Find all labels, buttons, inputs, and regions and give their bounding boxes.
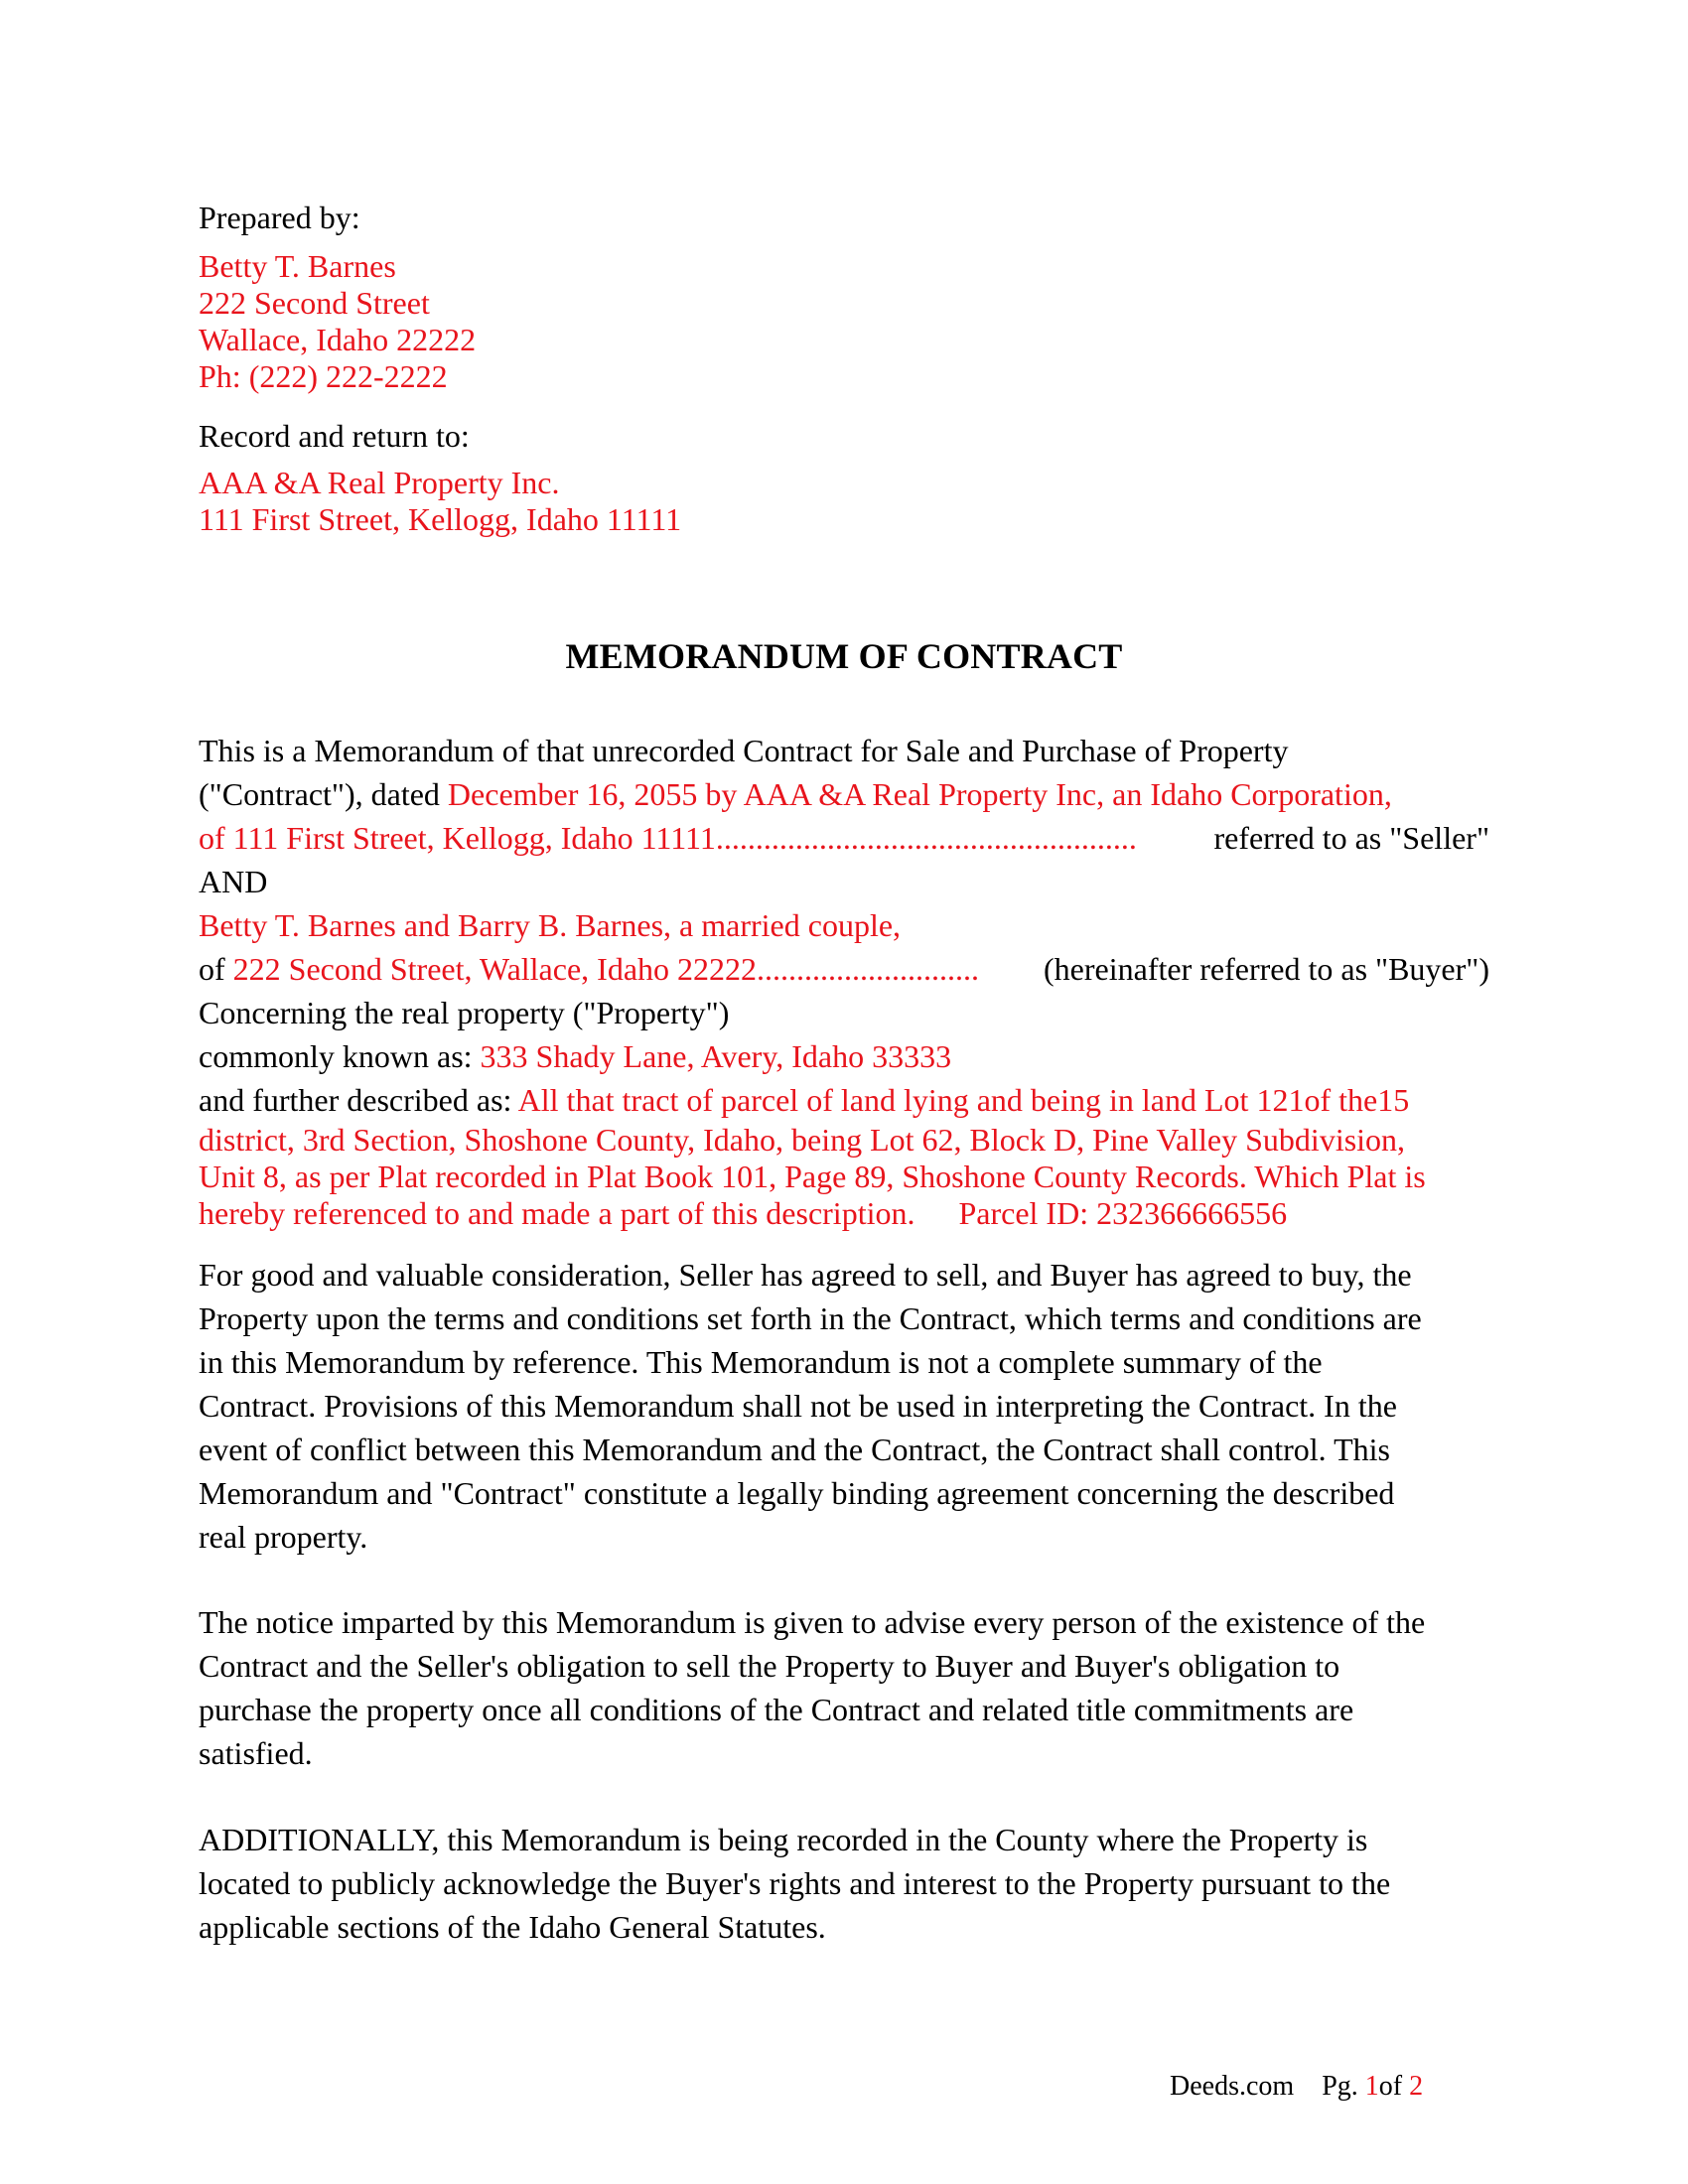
paragraph-line: applicable sections of the Idaho General Statutes. [199,1909,826,1945]
property-address: 333 Shady Lane, Avery, Idaho 33333 [480,1038,952,1074]
paragraph-line: located to publicly acknowledge the Buyer's rights and interest to the Property pursuant to the [199,1865,1391,1901]
intro-line-2 [199,772,1489,816]
footer-site: Deeds.com [1170,2071,1295,2102]
preparer-street: 222 Second Street [199,285,430,321]
footer-page-current: 1 [1364,2071,1379,2102]
property-intro: Concerning the real property ("Property") [199,995,730,1030]
seller-line [199,816,1489,860]
footer-page-of: of [1378,2071,1403,2102]
parcel-id: Parcel ID: 232366666556 [958,1195,1288,1231]
preparer-address-block [199,248,1489,395]
paragraph-line: ADDITIONALLY, this Memorandum is being recorded in the County where the Property is [199,1822,1368,1857]
return-address: 111 First Street, Kellogg, Idaho 11111 [199,501,682,537]
described-line [199,1078,1489,1122]
legal-description-3: Unit 8, as per Plat recorded in Plat Book 101, Page 89, Shoshone County Records. Which Plat is [199,1159,1426,1194]
paragraph-line: Contract. Provisions of this Memorandum shall not be used in interpreting the Contract. In the [199,1388,1397,1424]
return-label: Record and return to: [199,418,470,454]
described-label: and further described as: [199,1082,518,1118]
paragraph-line: real property. [199,1519,368,1555]
notice-paragraph [199,1600,1489,1775]
and-label: AND [199,864,268,899]
paragraph-line: Property upon the terms and conditions set forth in the Contract, which terms and conditions are [199,1300,1422,1336]
paragraph-line: The notice imparted by this Memorandum is given to advise every person of the existence of the [199,1604,1426,1640]
commonly-known-line [199,1034,1489,1078]
paragraph-line: For good and valuable consideration, Seller has agreed to sell, and Buyer has agreed to buy, the [199,1257,1412,1293]
preparer-name: Betty T. Barnes [199,248,396,284]
preparer-city: Wallace, Idaho 22222 [199,322,477,357]
buyer-names: Betty T. Barnes and Barry B. Barnes, a married couple, [199,907,902,943]
paragraph-line: event of conflict between this Memorandum and the Contract, the Contract shall control. This [199,1432,1390,1467]
preparer-phone: Ph: (222) 222-2222 [199,358,448,394]
buyer-of-label: of [199,951,233,987]
buyer-address: 222 Second Street, Wallace, Idaho 22222............................ [232,951,980,987]
legal-description-4-line [199,1195,1489,1232]
seller-address: of 111 First Street, Kellogg, Idaho 11111..................................................... [199,820,1137,856]
footer-page-total: 2 [1409,2071,1424,2102]
return-name: AAA &A Real Property Inc. [199,465,560,500]
legal-description-1: All that tract of parcel of land lying and being in land Lot 121of the15 [517,1082,1410,1118]
consideration-paragraph [199,1253,1489,1559]
paragraph-line: Contract and the Seller's obligation to sell the Property to Buyer and Buyer's obligation to [199,1648,1340,1684]
legal-description-2: district, 3rd Section, Shoshone County, Idaho, being Lot 62, Block D, Pine Valley Subdivision, [199,1122,1406,1158]
seller-role-label: referred to as "Seller" [1213,820,1489,856]
footer-page-label: Pg. [1322,2071,1358,2102]
paragraph-line: purchase the property once all conditions of the Contract and related title commitments are [199,1692,1354,1727]
seller-description-1: December 16, 2055 by AAA &A Real Property Inc, an Idaho Corporation, [447,776,1392,812]
parties-block [199,729,1489,1232]
return-address-block [199,465,1489,538]
additionally-paragraph [199,1818,1489,1949]
buyer-line [199,947,1489,991]
document-title: MEMORANDUM OF CONTRACT [565,636,1123,676]
prepared-by-label: Prepared by: [199,200,360,235]
paragraph-line: satisfied. [199,1735,313,1771]
buyer-role-label: (hereinafter referred to as "Buyer") [1044,951,1489,987]
legal-description-4: hereby referenced to and made a part of this description. [199,1195,915,1231]
commonly-known-label: commonly known as: [199,1038,481,1074]
paragraph-line: Memorandum and "Contract" constitute a legally binding agreement concerning the described [199,1475,1395,1511]
paragraph-line: in this Memorandum by reference. This Memorandum is not a complete summary of the [199,1344,1323,1380]
page-footer [1170,2071,1423,2103]
intro-line-1: This is a Memorandum of that unrecorded Contract for Sale and Purchase of Property [199,733,1289,768]
intro-dated-prefix: ("Contract"), dated [199,776,448,812]
